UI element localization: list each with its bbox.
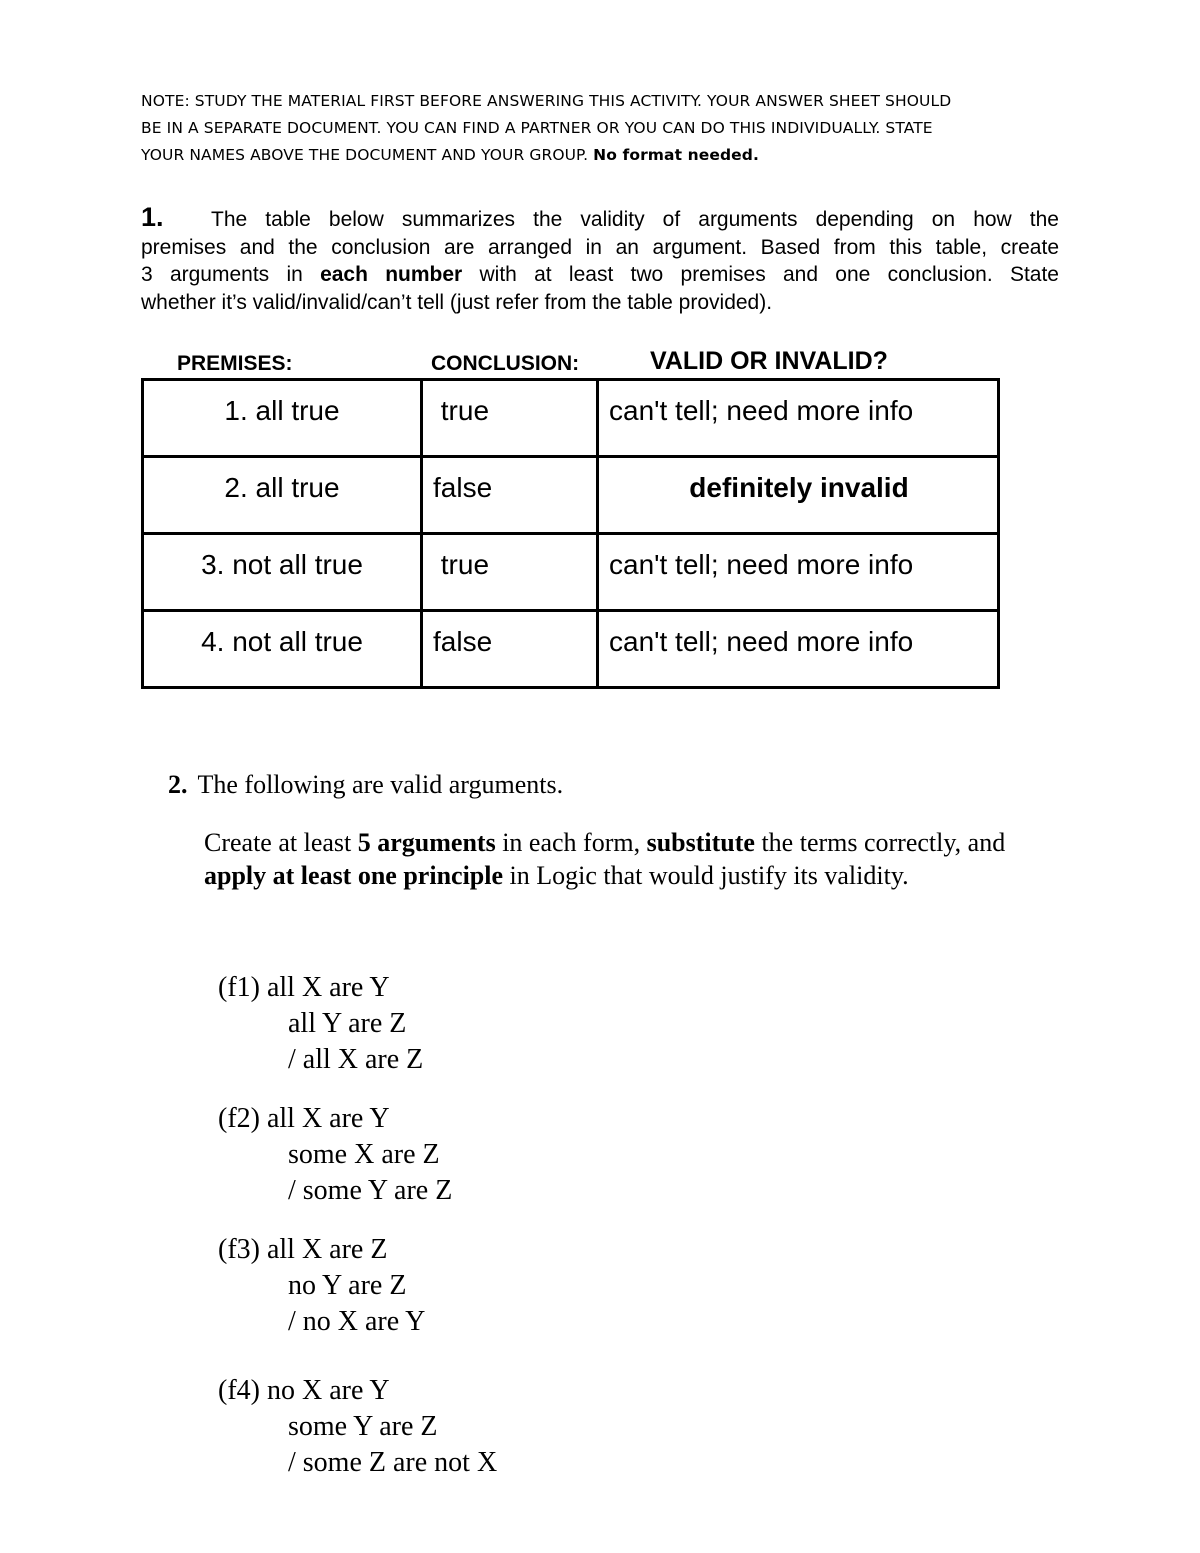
- form-premise-2: no Y are Z: [288, 1270, 407, 1301]
- form-conclusion: / some Z are not X: [288, 1447, 498, 1478]
- q2-line-1-e: the terms correctly, and: [754, 828, 1006, 857]
- table-row: [143, 611, 999, 688]
- cell-premises: 2. all true: [143, 457, 422, 534]
- q2-line-2: [204, 859, 1074, 892]
- cell-validity: can't tell; need more info: [598, 611, 999, 688]
- table-row: [143, 457, 999, 534]
- header-conclusion: CONCLUSION:: [431, 352, 580, 375]
- argument-form-f4: [218, 1373, 497, 1481]
- table-row: [143, 534, 999, 611]
- q1-number: 1.: [141, 202, 164, 232]
- question-1: [141, 204, 1059, 316]
- q1-line-3-a: 3 arguments in: [141, 263, 321, 286]
- q1-each-number: each number: [320, 263, 463, 286]
- cell-premises: 4. not all true: [143, 611, 422, 688]
- form-premise-1: (f4) no X are Y: [218, 1375, 390, 1406]
- cell-conclusion: true: [422, 380, 598, 457]
- cell-validity: definitely invalid: [598, 457, 999, 534]
- q2-line-1: [204, 826, 1074, 859]
- note-line-3-text: YOUR NAMES ABOVE THE DOCUMENT AND YOUR GROUP.: [141, 146, 594, 164]
- q2-line-2-b: in Logic that would justify its validity.: [503, 861, 909, 890]
- validity-table: [141, 378, 1000, 689]
- argument-form-f2: [218, 1101, 452, 1209]
- note-paragraph: [141, 88, 1061, 169]
- header-valid-or-invalid: VALID OR INVALID?: [650, 347, 888, 375]
- cell-premises: 1. all true: [143, 380, 422, 457]
- cell-validity: can't tell; need more info: [598, 380, 999, 457]
- note-line-2: BE IN A SEPARATE DOCUMENT. YOU CAN FIND A PARTNER OR YOU CAN DO THIS INDIVIDUALLY. STATE: [141, 119, 933, 137]
- table-row: [143, 380, 999, 457]
- header-premises: PREMISES:: [177, 352, 293, 375]
- q2-line-1-c: in each form,: [495, 828, 647, 857]
- q1-line-3-c: with at least two premises and one conclusion. State: [462, 263, 1059, 286]
- q1-line-2: premises and the conclusion are arranged in an argument. Based from this table, create: [141, 235, 1059, 259]
- form-premise-1: (f3) all X are Z: [218, 1234, 388, 1265]
- q1-line-3: [141, 261, 1059, 289]
- form-premise-2: some X are Z: [288, 1139, 440, 1170]
- note-no-format: No format needed.: [593, 146, 759, 164]
- question-2-heading: [168, 770, 563, 800]
- note-line-1: NOTE: STUDY THE MATERIAL FIRST BEFORE ANSWERING THIS ACTIVITY. YOUR ANSWER SHEET SHOULD: [141, 92, 952, 110]
- form-premise-1: (f1) all X are Y: [218, 972, 390, 1003]
- q1-line-1: [141, 204, 1059, 234]
- q2-substitute: substitute: [646, 828, 755, 857]
- cell-conclusion: true: [422, 534, 598, 611]
- q2-line-1-a: Create at least: [204, 828, 358, 857]
- q2-apply-principle: apply at least one principle: [204, 861, 504, 890]
- question-2-instructions: [204, 826, 1074, 892]
- argument-form-f1: [218, 970, 423, 1078]
- form-premise-2: some Y are Z: [288, 1411, 438, 1442]
- cell-conclusion: false: [422, 457, 598, 534]
- form-premise-1: (f2) all X are Y: [218, 1103, 390, 1134]
- note-line-3: [141, 142, 1061, 169]
- form-conclusion: / some Y are Z: [288, 1175, 453, 1206]
- cell-validity: can't tell; need more info: [598, 534, 999, 611]
- q2-five-arguments: 5 arguments: [357, 828, 496, 857]
- q1-line-4: whether it’s valid/invalid/can’t tell (just refer from the table provided).: [141, 290, 773, 314]
- q1-line-1-text: The table below summarizes the validity of arguments depending on how the: [211, 208, 1059, 231]
- form-premise-2: all Y are Z: [288, 1008, 407, 1039]
- argument-form-f3: [218, 1232, 425, 1340]
- cell-premises: 3. not all true: [143, 534, 422, 611]
- q2-intro: The following are valid arguments.: [197, 770, 564, 799]
- q2-number: 2.: [168, 770, 188, 799]
- form-conclusion: / all X are Z: [288, 1044, 424, 1075]
- cell-conclusion: false: [422, 611, 598, 688]
- form-conclusion: / no X are Y: [288, 1306, 426, 1337]
